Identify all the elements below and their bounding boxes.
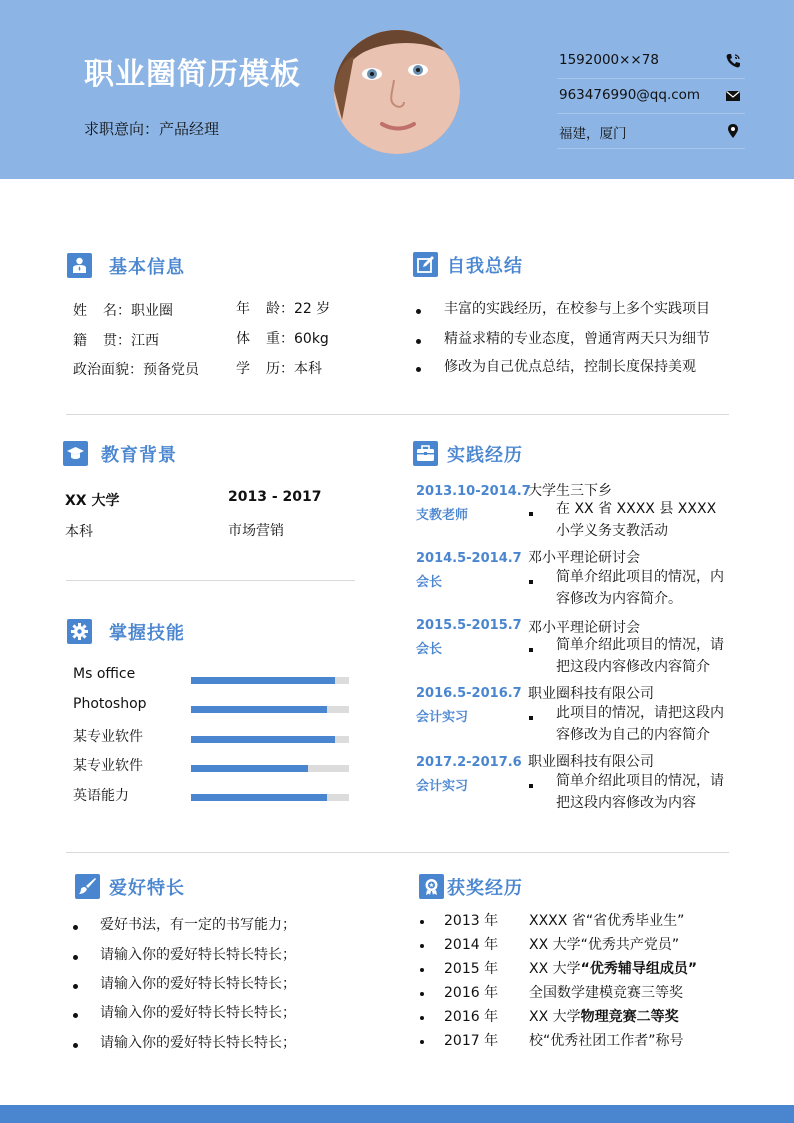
bullet-dot: [416, 339, 421, 344]
award-text: [529, 982, 683, 1002]
info-political: 政治面貌：预备党员: [73, 359, 199, 379]
skill-bar-fill: [191, 765, 308, 772]
award-text-normal: XX 大学: [529, 1009, 581, 1025]
info-value: 60kg: [294, 331, 329, 347]
bullet-dot: [420, 944, 424, 948]
bullet-dot: [73, 1013, 78, 1018]
practice-org: 大学生三下乡: [528, 483, 612, 499]
divider: [66, 580, 355, 581]
info-value: 22 岁: [294, 301, 331, 317]
gear-icon: [67, 619, 92, 644]
practice-date: 2014.5-2014.7: [416, 551, 522, 566]
info-label: 学 历: [236, 361, 280, 377]
practice-org: 邓小平理论研讨会: [528, 620, 640, 636]
contact-list: [557, 44, 745, 149]
practice-desc: 此项目的情况，请把这段内容修改为自己的内容简介: [556, 705, 724, 743]
bullet-dot: [420, 1016, 424, 1020]
section-title: 基本信息: [109, 257, 185, 278]
email-text: 963476990@qq.com: [559, 87, 701, 103]
hobby-item: [73, 944, 296, 964]
award-text: [529, 934, 679, 954]
info-age: 年 龄：22 岁: [236, 298, 330, 318]
practice-date: 2015.5-2015.7: [416, 618, 522, 633]
award-text-normal: 全国数学建模竞赛三等奖: [529, 985, 683, 1001]
practice-org: 邓小平理论研讨会: [528, 550, 640, 566]
practice-desc: 简单介绍此项目的情况，内容修改为内容简介。: [556, 569, 724, 607]
info-value: 江西: [131, 333, 159, 349]
bullet-dot: [420, 968, 424, 972]
edit-icon: [413, 252, 438, 277]
info-value: 本科: [294, 361, 322, 377]
edu-major: 市场营销: [228, 523, 284, 539]
briefcase-icon: [413, 441, 438, 466]
contact-location: [557, 114, 745, 149]
award-year: 2014 年: [444, 937, 499, 953]
practice-desc: 简单介绍此项目的情况，请把这段内容修改为内容: [556, 773, 724, 811]
edu-school: XX 大学: [65, 493, 120, 509]
award-text: [529, 958, 697, 978]
skill-name: 英语能力: [73, 788, 129, 804]
bullet-dot: [73, 955, 78, 960]
award-text-bold: “优秀辅导组成员”: [580, 961, 698, 977]
section-title: 实践经历: [447, 445, 523, 466]
info-label: 年 龄: [236, 301, 280, 317]
bullet-dot: [73, 984, 78, 989]
practice-date: 2016.5-2016.7: [416, 686, 522, 701]
practice-org: 职业圈科技有限公司: [528, 686, 654, 702]
skill-name: Ms office: [73, 666, 136, 682]
practice-org: 职业圈科技有限公司: [528, 754, 654, 770]
summary-item: [416, 298, 710, 318]
section-title: 获奖经历: [447, 878, 523, 899]
practice-date: 2017.2-2017.6: [416, 755, 522, 770]
skill-bar-fill: [191, 677, 335, 684]
summary-item: [416, 356, 696, 376]
mail-icon: [725, 88, 741, 104]
award-year: 2013 年: [444, 913, 499, 929]
phone-text: 1592000××78: [559, 52, 659, 68]
bullet-dot: [73, 925, 78, 930]
award-year: 2016 年: [444, 1009, 499, 1025]
hobby-item: [73, 973, 296, 993]
profile-photo: [334, 30, 460, 154]
hobby-text: 爱好书法，有一定的书写能力；: [100, 917, 296, 933]
award-text-normal: XXXX 省“省优秀毕业生”: [529, 913, 685, 929]
skill-bar: [191, 706, 349, 713]
divider: [66, 414, 729, 415]
practice-desc: 简单介绍此项目的情况，请把这段内容修改内容简介: [556, 637, 724, 675]
hobby-text: 请输入你的爱好特长特长特长；: [100, 1035, 296, 1051]
location-text: 福建，厦门: [559, 126, 627, 142]
person-icon: [67, 253, 92, 278]
bullet-dot: [529, 648, 533, 652]
bullet-dot: [73, 1043, 78, 1048]
edu-period: 2013 - 2017: [228, 489, 322, 505]
award-medal-icon: [419, 874, 444, 899]
summary-text: 修改为自己优点总结，控制长度保持美观: [444, 359, 696, 375]
bullet-dot: [529, 580, 533, 584]
hobby-text: 请输入你的爱好特长特长特长；: [100, 976, 296, 992]
info-hometown: 籍 贯：江西: [73, 330, 159, 350]
hobby-item: [73, 1002, 296, 1022]
info-label: 籍 贯: [73, 333, 117, 349]
award-text: [529, 910, 684, 930]
info-label: 体 重: [236, 331, 280, 347]
bullet-dot: [416, 309, 421, 314]
skill-bar: [191, 677, 349, 684]
info-label: 姓 名: [73, 303, 117, 319]
practice-role: 会长: [416, 575, 443, 590]
award-text-normal: XX 大学“优秀共产党员”: [529, 937, 680, 953]
info-value: 职业圈: [131, 303, 173, 319]
skill-bar-fill: [191, 794, 327, 801]
bullet-dot: [529, 512, 533, 516]
job-intent: 求职意向：产品经理: [84, 120, 220, 138]
award-text-bold: 物理竞赛二等奖: [580, 1009, 679, 1025]
summary-text: 丰富的实践经历，在校参与上多个实践项目: [444, 301, 710, 317]
award-year: 2016 年: [444, 985, 499, 1001]
header-banner: [0, 0, 794, 179]
award-year: 2017 年: [444, 1033, 499, 1049]
bullet-dot: [420, 920, 424, 924]
info-weight: 体 重：60kg: [236, 328, 329, 348]
practice-desc: 在 XX 省 XXXX 县 XXXX 小学义务支教活动: [556, 501, 717, 539]
resume-title: 职业圈简历模板: [84, 57, 301, 92]
award-text: [529, 1030, 684, 1050]
award-text: [529, 1006, 679, 1026]
brush-icon: [75, 874, 100, 899]
info-name: 姓 名：职业圈: [73, 300, 173, 320]
bullet-dot: [420, 1040, 424, 1044]
hobby-item: [73, 1032, 296, 1052]
edu-degree: 本科: [65, 524, 93, 540]
summary-item: [416, 328, 710, 348]
skill-name: 某专业软件: [73, 729, 143, 745]
skill-name: 某专业软件: [73, 758, 143, 774]
skill-bar-fill: [191, 706, 327, 713]
award-year: 2015 年: [444, 961, 499, 977]
award-text-normal: 校“优秀社团工作者”称号: [529, 1033, 684, 1049]
section-title: 自我总结: [447, 256, 523, 277]
award-text-normal: XX 大学: [529, 961, 581, 977]
info-education: 学 历：本科: [236, 358, 322, 378]
practice-role: 会计实习: [416, 779, 469, 794]
phone-icon: [725, 53, 741, 69]
info-label: 政治面貌: [73, 362, 129, 378]
bullet-dot: [529, 784, 533, 788]
summary-text: 精益求精的专业态度，曾通宵两天只为细节: [444, 331, 710, 347]
footer-bar: [0, 1105, 794, 1123]
skill-name: Photoshop: [73, 696, 147, 712]
bullet-dot: [529, 716, 533, 720]
practice-role: 会计实习: [416, 710, 469, 725]
section-title: 教育背景: [101, 445, 177, 466]
bullet-dot: [420, 992, 424, 996]
hobby-text: 请输入你的爱好特长特长特长；: [100, 947, 296, 963]
location-icon: [725, 123, 741, 139]
practice-role: 支教老师: [416, 508, 469, 523]
section-title: 掌握技能: [109, 623, 185, 644]
hobby-text: 请输入你的爱好特长特长特长；: [100, 1005, 296, 1021]
info-value: 预备党员: [143, 362, 199, 378]
hobby-item: [73, 914, 296, 934]
section-title: 爱好特长: [109, 878, 185, 899]
graduation-cap-icon: [63, 441, 88, 466]
contact-phone: [557, 44, 745, 79]
skill-bar-fill: [191, 736, 335, 743]
skill-bar: [191, 794, 349, 801]
contact-email: [557, 79, 745, 114]
bullet-dot: [416, 367, 421, 372]
skill-bar: [191, 736, 349, 743]
divider: [66, 852, 729, 853]
practice-role: 会长: [416, 642, 443, 657]
skill-bar: [191, 765, 349, 772]
practice-date: 2013.10-2014.7: [416, 484, 531, 499]
